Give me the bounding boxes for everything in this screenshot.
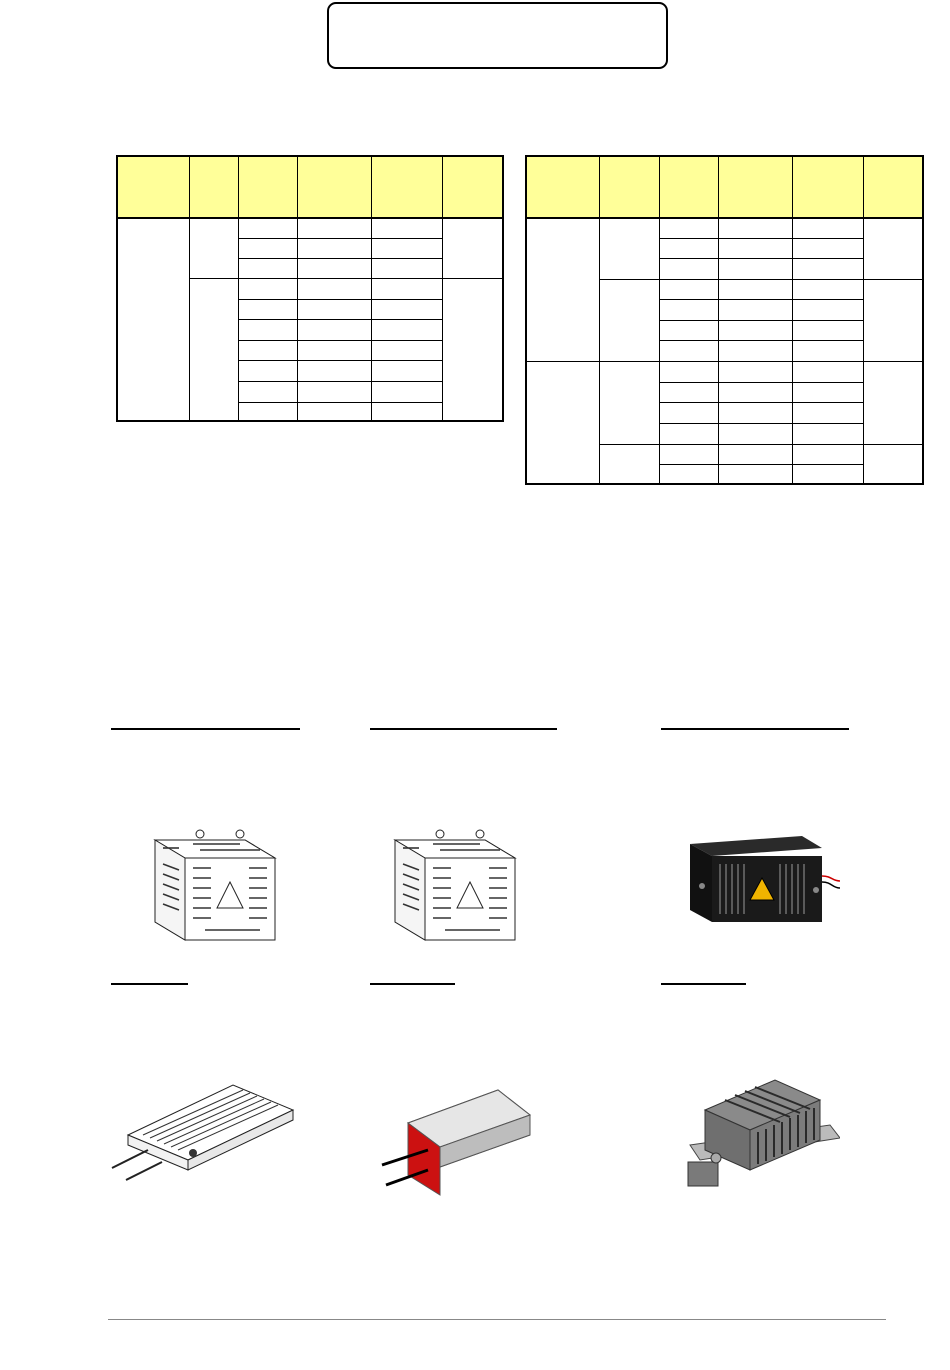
resistor-box-mounting-feet-icon <box>680 1070 840 1200</box>
header-cell <box>863 156 923 218</box>
product-caption-underline <box>111 983 188 985</box>
spec-table-left <box>116 155 504 422</box>
header-cell <box>526 156 599 218</box>
aluminium-housed-resistor-icon <box>108 1080 298 1190</box>
product-caption-underline <box>370 728 557 730</box>
spec-table-right <box>525 155 924 485</box>
header-cell <box>718 156 792 218</box>
product-caption-underline <box>661 728 849 730</box>
resistor-box-vented-icon <box>385 820 525 945</box>
product-caption-underline <box>370 983 455 985</box>
header-cell <box>297 156 371 218</box>
footer-divider <box>108 1319 886 1320</box>
table-row <box>117 218 503 238</box>
header-cell <box>117 156 189 218</box>
header-cell <box>599 156 659 218</box>
resistor-with-red-end-cap-icon <box>378 1085 538 1200</box>
resistor-box-vented-icon <box>145 820 285 945</box>
header-cell <box>792 156 863 218</box>
table-header-row <box>117 156 503 218</box>
header-cell <box>442 156 503 218</box>
table-header-row <box>526 156 923 218</box>
header-cell <box>189 156 238 218</box>
product-caption-underline <box>661 983 746 985</box>
product-caption-underline <box>111 728 300 730</box>
resistor-box-black-warning-icon <box>682 826 842 926</box>
header-cell <box>371 156 442 218</box>
table-row <box>526 218 923 238</box>
header-cell <box>659 156 718 218</box>
table-row <box>526 361 923 382</box>
title-box <box>327 2 668 69</box>
header-cell <box>238 156 297 218</box>
